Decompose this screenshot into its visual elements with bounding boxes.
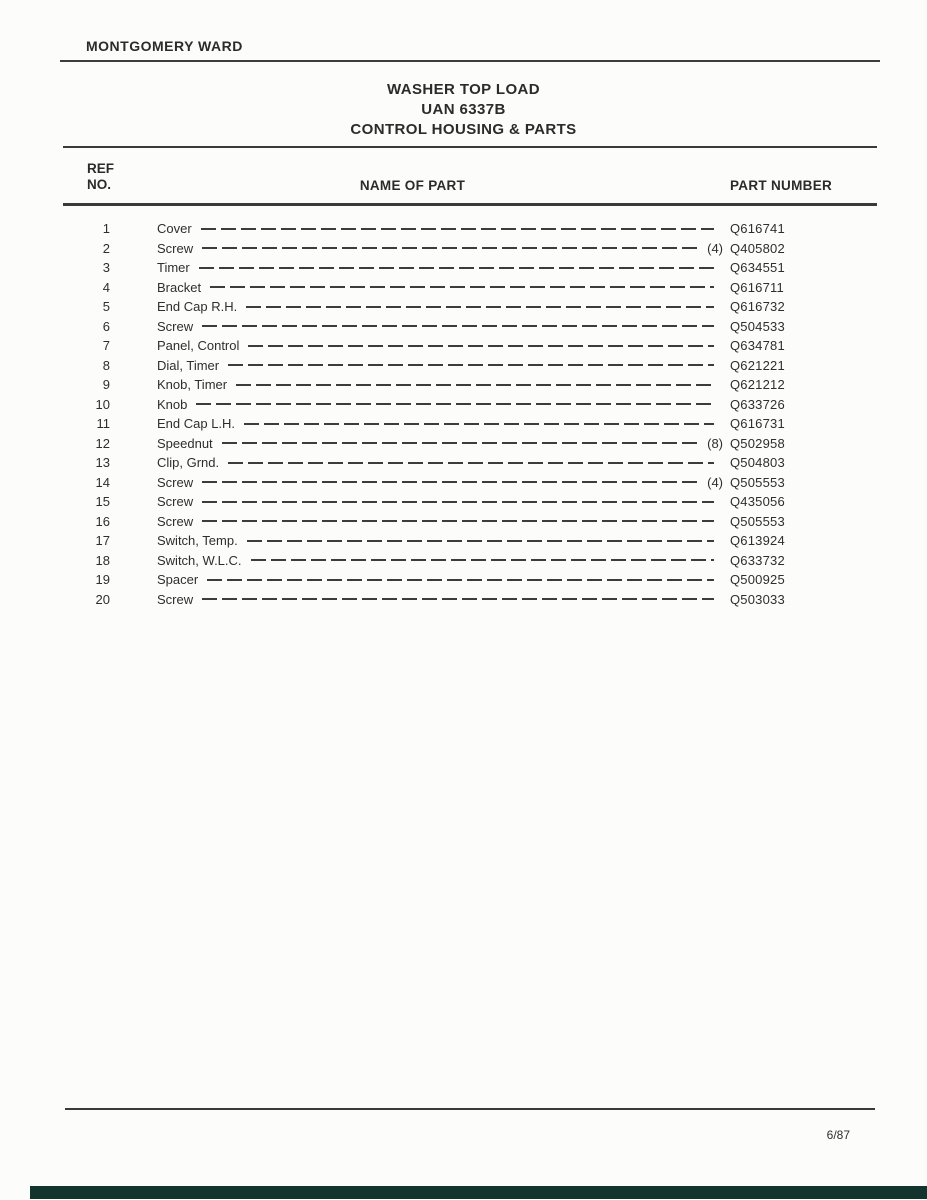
table-row [65, 375, 877, 395]
row-name: Panel, Control [157, 338, 240, 354]
title-line-1: WASHER TOP LOAD [387, 81, 540, 98]
leader-line [248, 345, 714, 347]
row-ref: 6 [102, 318, 110, 334]
table-row [65, 278, 877, 298]
title-block [0, 80, 927, 140]
row-part: Q621221 [730, 357, 785, 373]
leader-line [228, 462, 714, 464]
table-row [65, 434, 877, 454]
row-ref: 17 [95, 533, 110, 549]
row-ref: 20 [95, 591, 110, 607]
row-part: Q503033 [730, 591, 785, 607]
row-part: Q633732 [730, 552, 785, 568]
table-row [65, 336, 877, 356]
leader-line [196, 403, 714, 405]
footer-date: 6/87 [826, 1128, 850, 1142]
table-row [65, 356, 877, 376]
row-part: Q613924 [730, 533, 785, 549]
row-ref: 1 [102, 221, 110, 237]
leader-line [207, 579, 714, 581]
leader-line [210, 286, 714, 288]
table-row [65, 551, 877, 571]
header-ref-no [65, 161, 135, 193]
header-name-of-part: NAME OF PART [359, 178, 466, 193]
row-name: Switch, Temp. [157, 533, 238, 549]
table-row [65, 395, 877, 415]
row-name: Screw [157, 513, 194, 529]
row-ref: 16 [95, 513, 110, 529]
leader-line [246, 306, 714, 308]
table-row [65, 239, 877, 259]
leader-line [199, 267, 714, 269]
header-ref-line2: NO. [87, 177, 112, 192]
row-part: Q616741 [730, 221, 785, 237]
row-part: Q505553 [730, 474, 785, 490]
row-name: Screw [157, 240, 194, 256]
row-qty: (4) [707, 240, 723, 256]
leader-line [202, 520, 714, 522]
row-ref: 18 [95, 552, 110, 568]
table-row [65, 492, 877, 512]
row-name: End Cap R.H. [157, 299, 238, 315]
title-line-3: CONTROL HOUSING & PARTS [350, 121, 577, 138]
header-part-number: PART NUMBER [730, 178, 833, 193]
row-part: Q500925 [730, 572, 785, 588]
table-row [65, 570, 877, 590]
row-name: Speednut [157, 435, 213, 451]
table-row [65, 473, 877, 493]
row-name: Timer [157, 260, 190, 276]
table-row [65, 453, 877, 473]
row-name: Screw [157, 494, 194, 510]
row-name: Screw [157, 591, 194, 607]
row-part: Q633726 [730, 396, 785, 412]
leader-line [202, 501, 714, 503]
leader-line [202, 598, 714, 600]
row-part: Q504803 [730, 455, 785, 471]
leader-line [222, 442, 698, 444]
row-ref: 3 [102, 260, 110, 276]
leader-line [201, 228, 714, 230]
row-part: Q405802 [730, 240, 785, 256]
title-line-2: UAN 6337B [421, 101, 506, 118]
row-part: Q616732 [730, 299, 785, 315]
row-part: Q634781 [730, 338, 785, 354]
row-name: Screw [157, 318, 194, 334]
table-row [65, 590, 877, 610]
table-row [65, 317, 877, 337]
leader-line [202, 247, 698, 249]
row-ref: 9 [102, 377, 110, 393]
row-name: Switch, W.L.C. [157, 552, 242, 568]
row-ref: 13 [95, 455, 110, 471]
row-part: Q634551 [730, 260, 785, 276]
row-part: Q505553 [730, 513, 785, 529]
row-ref: 19 [95, 572, 110, 588]
row-ref: 4 [102, 279, 110, 295]
table-row [65, 531, 877, 551]
row-part: Q616711 [730, 279, 784, 295]
leader-line [202, 325, 714, 327]
row-ref: 2 [102, 240, 110, 256]
row-part: Q504533 [730, 318, 785, 334]
row-ref: 12 [95, 435, 110, 451]
parts-rows [65, 219, 877, 609]
row-name: Spacer [157, 572, 199, 588]
row-ref: 8 [102, 357, 110, 373]
row-ref: 11 [96, 416, 110, 432]
leader-line [228, 364, 714, 366]
header-divider [63, 203, 877, 206]
row-name: Screw [157, 474, 194, 490]
row-name: Bracket [157, 279, 202, 295]
scan-edge-bar [30, 1186, 927, 1199]
table-row [65, 512, 877, 532]
leader-line [202, 481, 698, 483]
table-row [65, 297, 877, 317]
row-part: Q616731 [730, 416, 785, 432]
row-qty: (8) [707, 435, 723, 451]
row-name: Knob, Timer [157, 377, 228, 393]
table-row [65, 258, 877, 278]
row-part: Q502958 [730, 435, 785, 451]
masthead [60, 38, 880, 62]
row-ref: 15 [95, 494, 110, 510]
row-name: Knob [157, 396, 188, 412]
row-name: End Cap L.H. [157, 416, 236, 432]
leader-line [251, 559, 714, 561]
row-name: Cover [157, 221, 192, 237]
title-divider [63, 146, 877, 148]
row-name: Dial, Timer [157, 357, 220, 373]
footer-divider [65, 1108, 875, 1110]
row-name: Clip, Grnd. [157, 455, 220, 471]
table-row [65, 414, 877, 434]
row-ref: 7 [102, 338, 110, 354]
leader-line [236, 384, 714, 386]
row-ref: 10 [95, 396, 110, 412]
row-qty: (4) [707, 474, 723, 490]
company-name: MONTGOMERY WARD [86, 38, 243, 54]
row-part: Q435056 [730, 494, 785, 510]
row-ref: 5 [102, 299, 110, 315]
table-row [65, 219, 877, 239]
table-header [65, 161, 877, 193]
row-ref: 14 [95, 474, 110, 490]
leader-line [247, 540, 714, 542]
row-part: Q621212 [730, 377, 785, 393]
leader-line [244, 423, 714, 425]
header-ref-line1: REF [87, 161, 114, 176]
